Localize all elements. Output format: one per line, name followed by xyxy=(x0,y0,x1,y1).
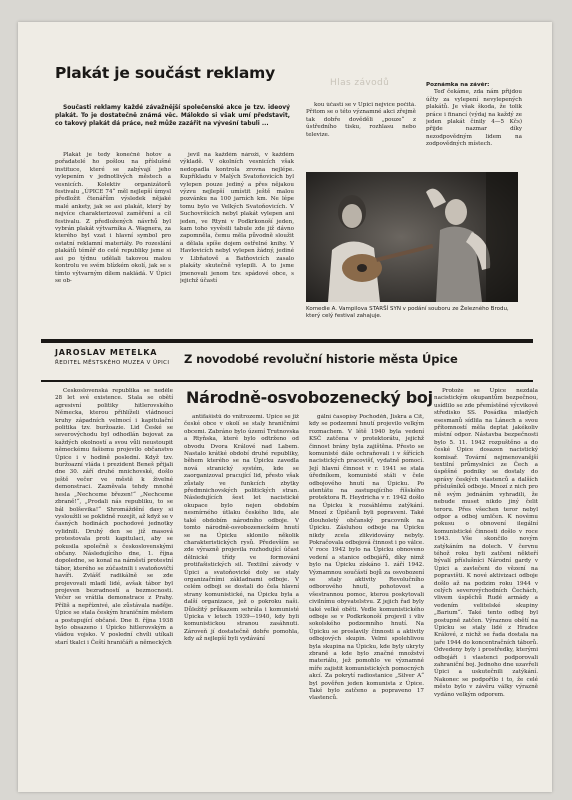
article2-text-1: Československá republika se neděle 28 let své existence. Stala se obětí agresivní politiky hitlerovského Německa, kterou přihlíželi vládnoucí kruhy západních velmocí i kapitulační politika tzv. buržoazie. Lid České se severovýchodu byl odhodlán bojovat za každých okolností a svou vůli neustoupit německému fašismu projevilo občanstvo Úpice i v hodině poslední. Když tzv. buržoazní vláda i prezident Beneš přijali dne 30. září druhé mnichovské, došlo ještě večer ve městě k živelné demonstraci. Zazněvala tehdy mnohé hesla „Nechceme březen!“ „Nechceme zbraně!“, „Prodali nás republiku, to se bál bolševika!“ Shromáždění davy si vysloužili se poklidně rozejít, až když se v časných hodinách pochodové jednotky vylidnili. Druhý den se již masová protestovala proti kapitulaci, aby se pokusila společně s československými občany. Následujícího dne, 1. října dopoledne, se konal na náměstí protestní tábor, kterého se zúčastnili i svatoňovičtí havíři. Zvlášť radikálně se zde projevovali mladí lidé, avšak tábor byl projeven bezradností a bezmocnosti. Večer se vrátila demonstrace z Prahy. Příliš a nepříznivé, ale zůstávala naděje. Úpice se stala českým hraničním městem a postupující občané. Dne 8. října 1938 bylo obsazeno i Úpicko hitlerovským a vládou vojsko. V poslední chvíli utíkali starí tkalci i Čeští hraničáři a německých xyxy=(55,388,173,646)
photo-illustration xyxy=(306,172,518,302)
article-headline: Plakát je součást reklamy xyxy=(55,64,276,82)
section-divider-thin xyxy=(41,380,533,382)
author-name: JAROSLAV METELKA xyxy=(55,348,158,357)
closing-note xyxy=(426,82,522,168)
newspaper-page xyxy=(18,22,552,792)
article2-text-2: antifašistů do vnitrozemí. Úpice se již české obce v okolí se staly hraničními obcemi. Zabráno bylo území Trutnovska a Rtyňska, které bylo odtrženo od obvodu Dvora Králové nad Labem. Nastalo krátké období druhé republiky, během kterého se na Úpicku zavedla nová stranický systém, kde se zaorganizoval pracující lid, přesto však zůstaly ve funkcích zbytky předmnichovských politických stran. Následujících šest let nacistické okupace bylo nejen obdobím nesmírného útlaku českého lidu, ale také obdobím národního odboje. V tomto národně-osvobozeneckém hnutí se na Úpicku sklonilo několik charakteristických rysů. Především se zde výrazně projevila rozhodující účast dělnické třídy ve formování protifašistických sil. Textilní závody v Úpici a svatoňovické doly se staly organizačními základnami odboje. V celém odboji se dostali do čela hlavní strany komunistické, na Úpicku byla a další organizace, jež o pokroku naši. Důležitý průkazem sehrála i komunisté Úpicka v letech 1939—1940, kdy byli komunistickou stranou zasáhnuti. Zároveň jí dostatečně dobře pomohla, kdy až nejlepší byli vydávání xyxy=(184,414,299,643)
article1-column-2 xyxy=(180,152,294,336)
article2-column-3 xyxy=(309,414,424,784)
lead-paragraph: Současti reklamy každé závažnější společenské akce je tzv. ideový plakát. To je dostatečně známá věc. Málokdo si však umí představit, co takový plakát dá práce, než může zazářit na výveśní tabuli ... xyxy=(55,105,290,127)
theatre-photo xyxy=(306,172,518,302)
series-subhead: Z novodobé revoluční historie města Úpice xyxy=(184,352,458,366)
article2-headline: Národně-osvobozenecký boj xyxy=(186,388,433,407)
article2-column-1 xyxy=(55,388,173,783)
article1-column-1 xyxy=(55,152,171,336)
article2-column-4 xyxy=(434,388,538,783)
article1-text-2: jevil na každém nároží, v každém výkladě. V okolních vesnicích však nedopadla kontrola zrovna nejlépe. Kupříkladu v Malých Svatoňovicích byl vylepen pouze jediný a přes nějakou výzvu nejlepší umístit ještě malou pozvánku na 100 jarních km. Ne lépe tomu bylo ve Velkých Svatoňovicích. V Suchovršicích nebyl plakát vylepen ani jeden, ve Rtyni v Podkrkonoší jeden, kam toho vyvěsili tabule zde již dávno zapomněla, čemu měla původně sloužit a dělala spíše dojem ostřelné knihy. V Havlovicích nebyl vylepen žádný, jediné v Libňatově a Batňovicích zasalo plakáty skutečně vylepili. A to jsme jmenovali jenom tzv. spádové obce, s jejichž účastí xyxy=(180,152,294,284)
section-divider-thick xyxy=(41,339,533,343)
note-title: Poznámka na závěr: xyxy=(426,82,490,88)
article-lead xyxy=(55,104,290,128)
article1-text-3: kou účastí se v Úpici nejvíce počítá. Přitom se o této významné akci zřejmě tak dobře dověděli „pouze“ z ústředního tisku, rozhlasu nebo televize. xyxy=(306,102,416,138)
article2-text-3: gální časopisy Pochoděň, Jiskra a Čít, kdy se podzemní hnutí projevilo velkým rozmachem. V létě 1940 byla vedení KSČ zatčena v protektorátu, jejichž činnost brány byla zajištěna. Přesto se komunisté dále ochraňovali i v šířících nacistických pracovišť, vydatně pomocí. Její hlavní činnost v r. 1941 se stala úředníkem, komunisté stáli v čele odbojového hnutí na Úpicku. Po atentátu na zastupujícího říšského protektora R. Heydricha v r. 1942 došlo na Úpicku k rozsáhlému zatýkání. Mnozí z Úpičanů byli popraveni. Také dlouholetý občanský pracovník na Úpicku. Zásluhou odboje na Úpicku nikdy zcela zlikvidovány nebyly. Pokračovala odbojová činnost i po válce. V roce 1942 bylo na Úpicku obnoveno vedení a stanice odbojářů, díky nimž bylo na Úpicku získáno 1. září 1942. Významnou součástí bojů za osvobození se staly aktivity Revolučního odborového hnutí, pohotovost a všestrannou pomoc, kterou poskytovali civilnímu obyvatelstvu. Z jejich řad byly také velké oběti. Vedle komunistického odboje se v Podkrkonoší projevil i vliv sokolského podzemního hnutí. Na Úpicku se proslavily činnosti a aktivity odbojových skupin. Velmi spolehlivou byla skupina na Úpicku, kde byly ukryty zbraně a kde bylo značné množství materiálu, jež pomohlo ve významné míře zajistit komunistických pomocných akcí. Za pokrytí radiostanice „Silver A“ byl pověřen jeden komunista z Úpice. Také bylo zatčeno a popraveno 17 vlastenců. xyxy=(309,414,424,702)
article1-column-3 xyxy=(306,102,416,168)
photo-caption: Komedie A. Vampilova STARŠÍ SYN v podání souboru ze Železného Brodu, který celý festival zahajuje. xyxy=(306,306,509,319)
author-role: ŘEDITEL MĚSTSKÉHO MUZEA V ÚPICI xyxy=(55,360,170,366)
article1-text-1: Plakát je tedy konečně hotov a pořadatelé ho pošlou na příslušné instituce, které se zabývají jeho vylepením v jednotlivých městech a vesnicích. Kolektiv organizátorů festivalu „ÚPICE 74“ měl nejlepší úmysl předložit čtenářům výsledek nějaké malé ankety, jak se asi plakát, který by nejvíce charakterizoval zaměření a cíl festivalu. Z předložených návrhů byl vybrán plakát výtvarníka A. Wagnera, za kterého byl vzat i hlavní symbol pro ostatní reklamní materiály. Po rozeslání plakátů téměř do celé republiky jsme si asi po týdnu udělali takovou malou kontrolu ve svém blízkém okolí, jak se s tímto výtvarným dílem nakládá. V Úpici se ob- xyxy=(55,152,171,284)
article2-text-4: Protože se Úpice nezdála nacistickým okupantům bezpečnou, usídlilo se zde přemístěné výcvikové středisko SS. Posádka mladých esesmanů sídlila na Lánech a svou přítomností měla deptat jakékoliv místní odpor. Nástavba bezpečnosti bylo 5. 11. 1942 rozpuštěno a do české Úpice dosazen nacistický komisař. Tovární nejmenovanější textilní průmyslníci ze Čech a úspěšné podniky se dostaly do správy českých vlastenců a dalších příslušníků odboje. Mnozí z nich pro ně svým jednáním vyhradili, že nebude muset nikdo jiný čelit teroru. Přes všechen teror nebyl odpor a odboj umlčen. K novému pokusu o obnovení ilegální komunistické činnosti došlo v roce 1943. Vše skončilo novým zatýkáním na dolech. V červnu téhož roku byli zatčeni někteří bývalí příslušníci Národní gardy v Úpici a zavlečeni do vězení na popravišti. K nové aktivizaci odboje došlo až na podzim roku 1944 v celých severovýchodních Čechách, vlivem úspěchů Rudé armády a vedením velitelské skupiny „Barium“. Také tento odboj byl postupně zatčen. Výraznou obětí na Úpicku se staly lidé z Hradce Králové, z nichž se řada dostala na jaře 1944 do koncentračních táborů. Odvedeny byly i prostředky, kterými odbojáři i vlastenci podporovali zahraniční boj. Jednoho dne uzavřeli Úpici a uskutečnili zatýkání. Nakonec se podpořilo i to, že celé město bylo v závěru války výrazně vydáno velkým odporem. xyxy=(434,388,538,698)
article2-column-2 xyxy=(184,414,299,784)
show-through-text: Hlas závodů xyxy=(330,78,390,88)
note-text: Teď čekáme, zda nám přijdou účty za vylepení nevylepených plakátů. Je však škoda, že tolik práce i financí (výdaj na každý ze jeden plakát činily 4—5 Kčs) přijde nazmar díky nezodpovědným lidem na zodpovědných místech. xyxy=(426,89,522,148)
